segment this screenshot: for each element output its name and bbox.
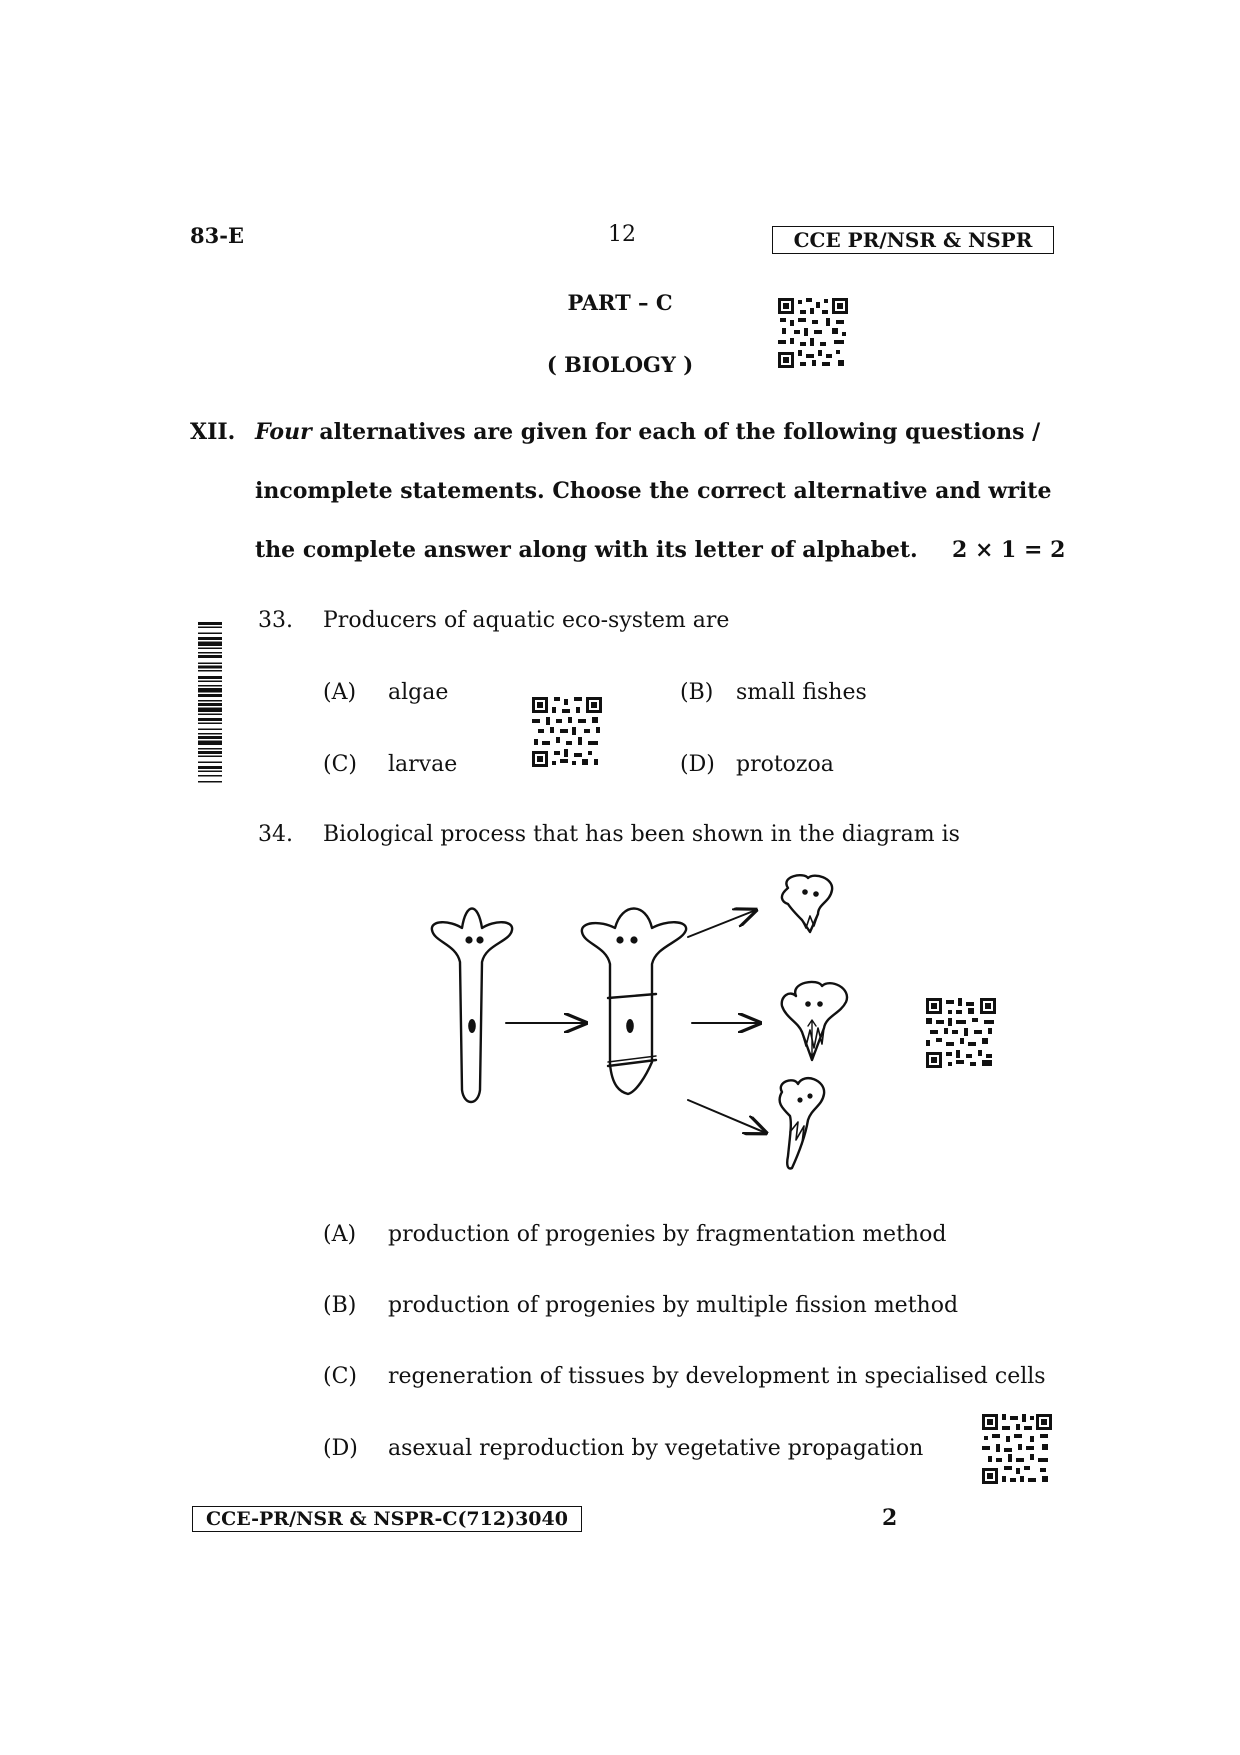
option-text: production of progenies by fragmentation method [388,1222,947,1247]
question-text: Biological process that has been shown in the diagram is [323,822,960,847]
option-letter: (C) [323,1364,357,1389]
instruction-line-1-text: alternatives are given for each of the following questions / [311,419,1041,445]
qr-code-icon [982,1414,1052,1484]
option-letter: (C) [323,752,357,777]
part-heading: PART – C [567,290,673,315]
question-text: Producers of aquatic eco-system are [323,608,730,633]
page-number: 12 [608,222,636,247]
planaria-regeneration-diagram [420,870,900,1190]
option-letter: (B) [323,1293,357,1318]
section-number: XII. [190,419,236,445]
marks-allocation: 2 × 1 = 2 [952,537,1066,563]
option-letter: (D) [680,752,715,777]
qr-code-icon [532,697,602,767]
option-text: small fishes [736,680,867,705]
regenerated-tail [780,1078,825,1168]
option-text: larvae [388,752,458,777]
option-letter: (A) [323,680,357,705]
instruction-line-2: incomplete statements. Choose the correct alternative and write [255,478,1052,504]
exam-title-box: CCE PR/NSR & NSPR [772,226,1054,254]
qr-code-icon [778,298,848,368]
subject-heading: ( BIOLOGY ) [546,352,694,377]
option-text: asexual reproduction by vegetative propagation [388,1436,924,1461]
arrow-right [688,910,756,937]
option-letter: (D) [323,1436,358,1461]
question-number: 33. [258,608,293,633]
instruction-line-3: the complete answer along with its letter of alphabet. [255,537,918,563]
arrow-right [688,1100,766,1133]
planaria-cut [582,909,686,1095]
instruction-emphasis: Four [255,419,312,445]
footer-paper-code: CCE-PR/NSR & NSPR-C(712)3040 [192,1506,582,1532]
option-text: regeneration of tissues by development in specialised cells [388,1364,1046,1389]
option-text: production of progenies by multiple fission method [388,1293,959,1318]
instruction-line-1 [255,419,1055,449]
question-number: 34. [258,822,293,847]
option-text: algae [388,680,449,705]
option-text: protozoa [736,752,834,777]
footer-sheet-number: 2 [882,1505,898,1531]
qr-code-icon [926,998,996,1068]
option-letter: (A) [323,1222,357,1247]
barcode-icon [198,622,222,884]
paper-code: 83-E [190,223,244,248]
option-letter: (B) [680,680,714,705]
planaria-whole [432,909,512,1103]
